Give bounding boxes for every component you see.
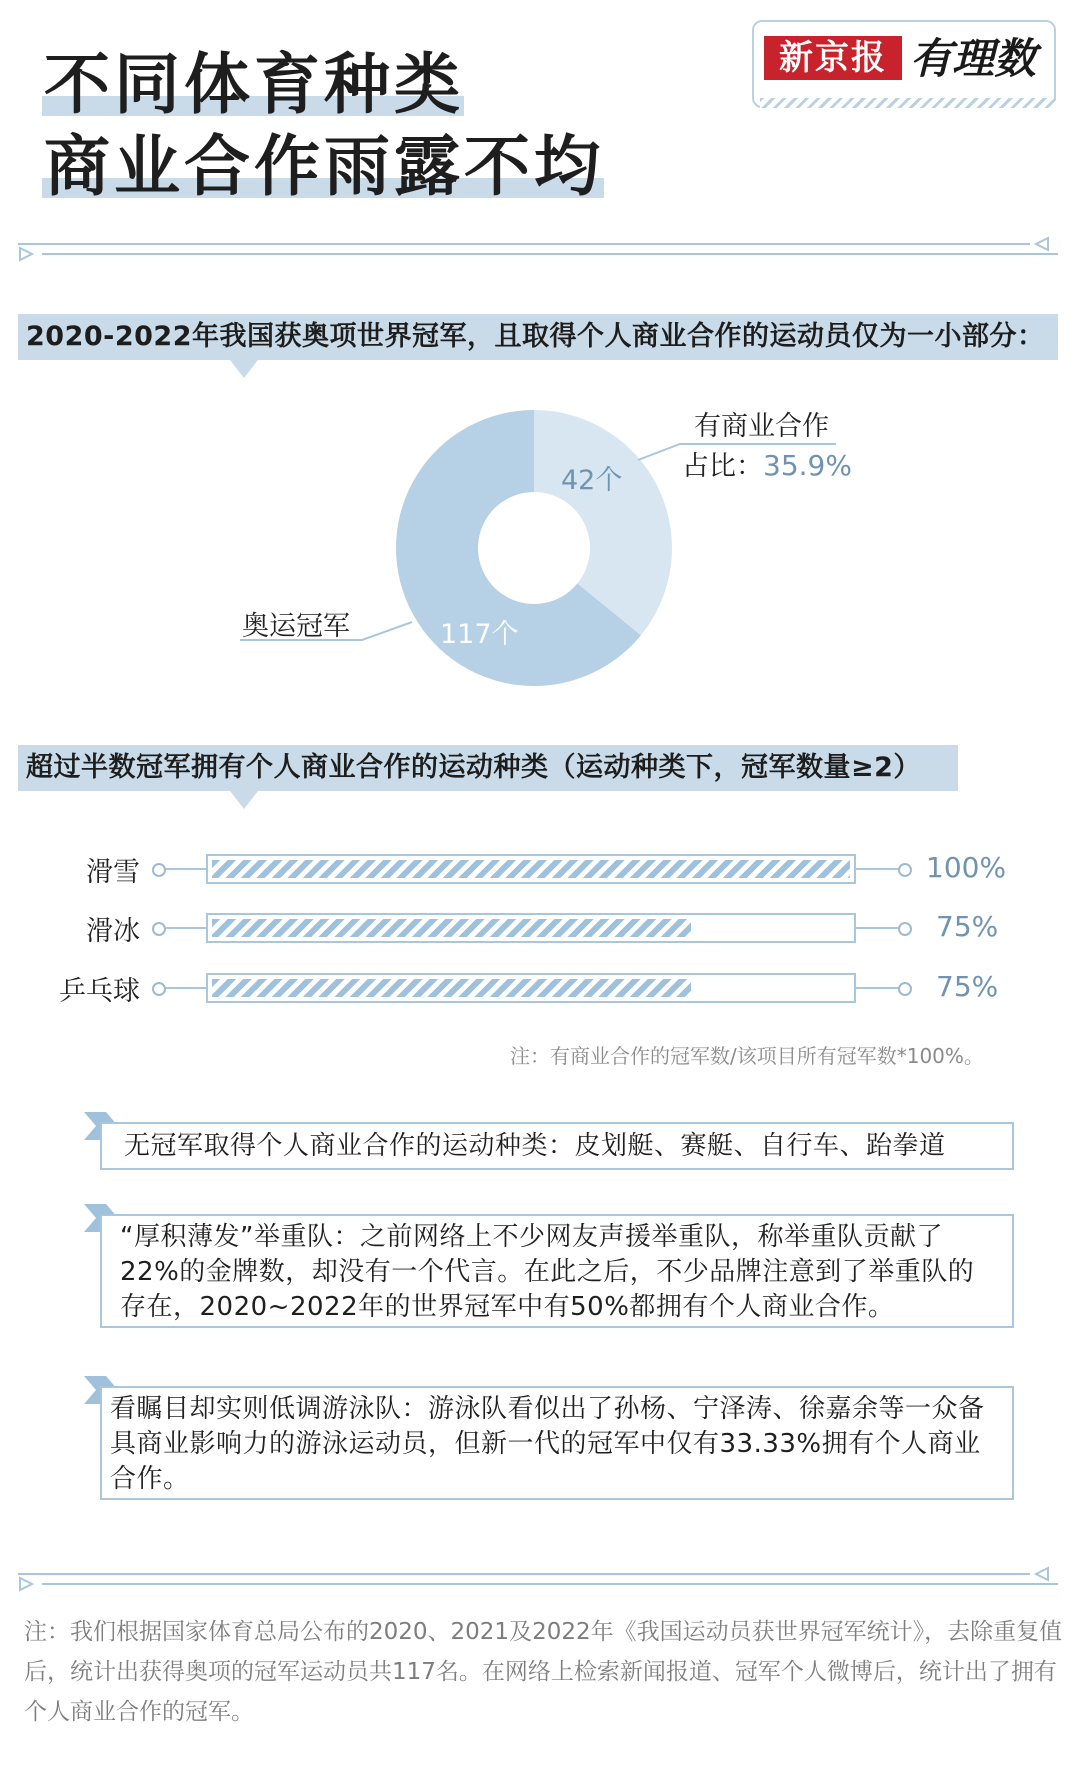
bar-connector-right <box>856 987 898 989</box>
bar-connector-left <box>166 868 206 870</box>
bar-frame <box>206 913 856 943</box>
bar-value-label: 75% <box>936 970 999 1003</box>
bar-fill <box>212 919 691 937</box>
logo-brand: 新京报 <box>764 36 902 80</box>
bar-chart-note: 注：有商业合作的冠军数/该项目所有冠军数*100%。 <box>510 1044 984 1068</box>
divider-bottom <box>18 1564 1058 1594</box>
bar-value-label: 100% <box>926 851 1007 884</box>
slice-value-commercial: 42个 <box>561 465 623 496</box>
bar-dot-left <box>152 982 166 996</box>
slice-share <box>682 444 852 483</box>
bar-fill <box>212 860 850 878</box>
info-box-2-text: “厚积薄发”举重队：之前网络上不少网友声援举重队，称举重队贡献了22%的金牌数，却没有一个代言。在此之后，不少品牌注意到了举重队的存在，2020~2022年的世界冠军中有50%都拥有个人商业合作。 <box>120 1222 975 1322</box>
bar-category-label: 滑雪 <box>86 857 140 888</box>
slice-share-value: 35.9% <box>763 449 852 482</box>
bar-dot-right <box>898 982 912 996</box>
bar-dot-left <box>152 863 166 877</box>
bar-frame <box>206 973 856 1003</box>
section2-header: 超过半数冠军拥有个人商业合作的运动种类（运动种类下，冠军数量≥2） <box>26 752 921 783</box>
info-box-1-text: 无冠军取得个人商业合作的运动种类：皮划艇、赛艇、自行车、跆拳道 <box>124 1131 946 1161</box>
footer-note: 注：我们根据国家体育总局公布的2020、2021及2022年《我国运动员获世界冠军统计》，去除重复值后，统计出获得奥项的冠军运动员共117名。在网络上检索新闻报道、冠军个人微博后，统计出了拥有个人商业合作的冠军。 <box>24 1619 1063 1725</box>
bar-dot-right <box>898 922 912 936</box>
slice-share-label: 占比： <box>682 451 763 482</box>
logo-sub: 有理数 <box>910 34 1037 83</box>
bar-connector-right <box>856 927 898 929</box>
bar-frame <box>206 854 856 884</box>
info-box-3-text: 看瞩目却实则低调游泳队：游泳队看似出了孙杨、宁泽涛、徐嘉余等一众备具商业影响力的游泳运动员，但新一代的冠军中仅有33.33%拥有个人商业合作。 <box>110 1394 985 1494</box>
bar-category-label: 乒乓球 <box>59 976 140 1007</box>
bar-connector-right <box>856 868 898 870</box>
info-box-1 <box>100 1122 1014 1170</box>
bar-dot-left <box>152 922 166 936</box>
slice-label-commercial: 有商业合作 <box>694 411 829 442</box>
page-title-line2: 商业合作雨露不均 <box>44 128 604 205</box>
bar-connector-left <box>166 927 206 929</box>
bar-connector-left <box>166 987 206 989</box>
section2-pointer <box>230 791 258 809</box>
info-box-3 <box>100 1386 1014 1500</box>
info-box-2 <box>100 1214 1014 1328</box>
slice-value-champions: 117个 <box>440 619 519 650</box>
bar-value-label: 75% <box>936 910 999 943</box>
page-title-line1: 不同体育种类 <box>44 46 464 123</box>
bar-category-label: 滑冰 <box>86 916 140 947</box>
bar-dot-right <box>898 863 912 877</box>
section1-header: 2020-2022年我国获奥项世界冠军，且取得个人商业合作的运动员仅为一小部分： <box>26 321 1045 352</box>
slice-label-champions: 奥运冠军 <box>242 611 350 642</box>
bar-fill <box>212 979 691 997</box>
